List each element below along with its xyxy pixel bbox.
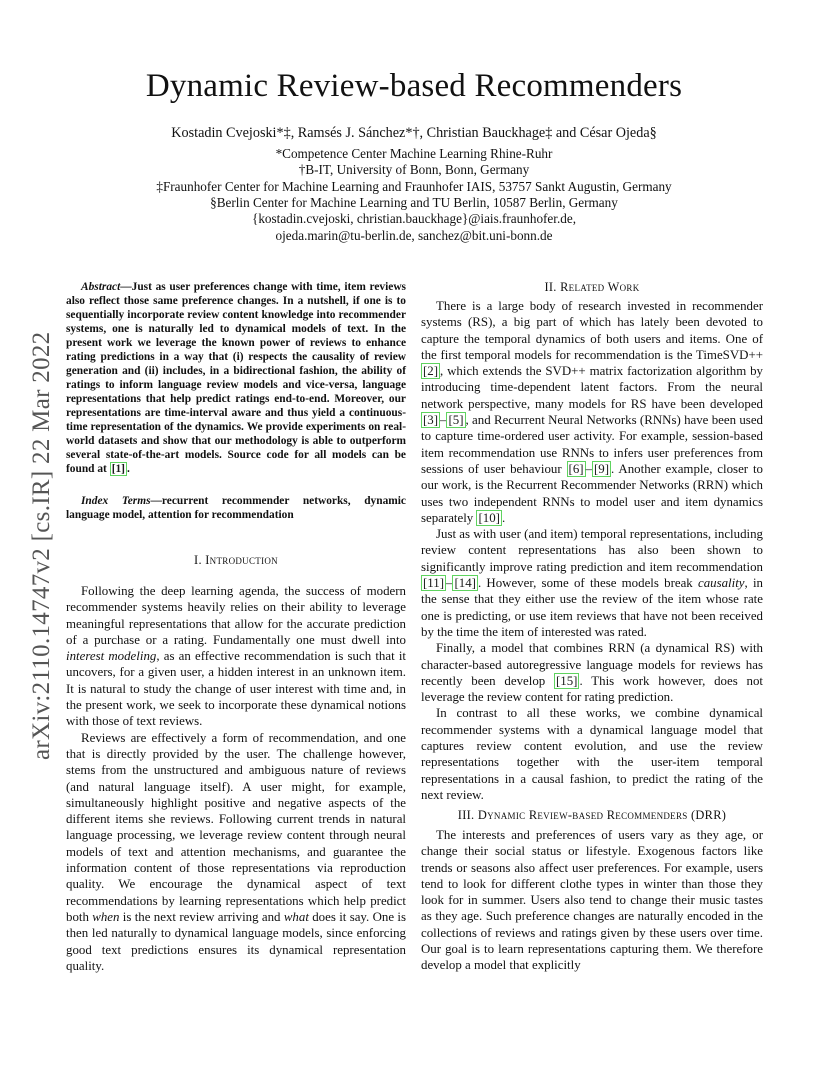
- citation-link[interactable]: [6]: [568, 461, 584, 476]
- drr-body: [421, 827, 763, 974]
- affiliation-4: §Berlin Center for Machine Learning and TU Berlin, 10587 Berlin, Germany: [210, 195, 618, 210]
- section-heading-related-work: II. Related Work: [544, 280, 640, 294]
- affiliation-1: *Competence Center Machine Learning Rhine-Ruhr: [275, 146, 553, 161]
- affiliation-2: †B-IT, University of Bonn, Bonn, Germany: [298, 162, 530, 177]
- index-terms-text: —recurrent recommender networks, dynamic language model, attention for recommendation: [66, 495, 406, 521]
- paragraph: Just as with user (and item) temporal representations, including review content representations has also been shown to significantly improve rating prediction and item recommendation [11] – [14] . However, some of these models break causality, in the sense that they either use the review of the item whose rate one is predicting, or use item reviews that have not been received by the time the item of interested was rated.: [421, 527, 763, 639]
- paragraph: In contrast to all these works, we combine dynamical recommender systems with a dynamical language model that captures review content evolution, and use the review representations together with the user-item temporal representations in a causal fashion, to predict the rating of the next review.: [421, 706, 763, 802]
- index-terms: [66, 494, 406, 522]
- paper-title: Dynamic Review-based Recommenders: [145, 68, 683, 104]
- related-work-body: [421, 298, 763, 803]
- citation-link[interactable]: [14]: [454, 576, 476, 591]
- citation-link[interactable]: [3]: [423, 413, 439, 428]
- index-terms-label: Index Terms: [81, 495, 151, 507]
- citation-link[interactable]: [2]: [423, 364, 439, 379]
- affiliation-3: ‡Fraunhofer Center for Machine Learning and Fraunhofer IAIS, 53757 Sankt Augustin, Germany: [156, 179, 672, 194]
- paragraph: Following the deep learning agenda, the success of modern recommender systems heavily relies on their ability to leverage meaningful representations that allow for the accurate prediction of a purchase or a rating. Fundamentally one must dwell into interest modeling, as an effective recommendation is such that it uncovers, for a given user, a hidden interest in an unknown item. It is natural to study the change of user interest with time and, in the present work, we seek to incorporate these dynamical notions with those of text reviews.: [66, 584, 406, 729]
- citation-link[interactable]: [5]: [448, 413, 464, 428]
- author-list: Kostadin Cvejoski*‡, Ramsés J. Sánchez*†, Christian Bauckhage‡ and César Ojeda§: [171, 125, 657, 141]
- paragraph: The interests and preferences of users vary as they age, or change their social status or lifestyle. Exogenous factors like trends or seasons also affect user preferences. For example, users tend to look for different clothe types in winter than those they look for in summer. Users also tend to change their music tastes as they age. Such preference changes are naturally encoded in the collections of reviews and ratings given by these users over time. Our goal is to learn representations capturing them. We therefore develop a model that explicitly: [421, 828, 763, 973]
- citation-link[interactable]: [11]: [423, 576, 444, 591]
- arxiv-stamp: arXiv:2110.14747v2 [cs.IR] 22 Mar 2022: [28, 331, 55, 760]
- citation-link[interactable]: [9]: [594, 461, 610, 476]
- paragraph: There is a large body of research invested in recommender systems (RS), a big part of which has lately been devoted to capture the temporal dynamics of both users and items. One of the first temporal models for recommendation is the TimeSVD++ [2] , which extends the SVD++ matrix factorization algorithm by introducing time-dependent latent factors. From the neural network perspective, many models for RS have been developed [3] – [5] , and Recurrent Neural Networks (RNNs) have been used to capture time-ordered user activity. For example, session-based item recommendation use RNNs to infers user preferences from sessions of user behaviour [6] – [9] . Another example, closer to our work, is the Recurrent Recommender Networks (RRN) which uses two independent RNNs to model user and item dynamics separately [10] .: [421, 299, 763, 525]
- abstract-text: —Just as user preferences change with time, item reviews also reflect those same preference changes. In a nutshell, if one is to sequentially incorporate review content knowledge into recommender systems, one is naturally led to dynamical models of text. In the present work we leverage the known power of reviews to enhance rating predictions in a way that (i) respects the causality of review generation and (ii) includes, in a bidirectional fashion, the ability of ratings to inform language review models and vice-versa, language representations that help predict ratings end-to-end. Moreover, our representations are time-interval aware and thus yield a continuous-time representation of the dynamics. We provide experiments on real-world datasets and show that our methodology is able to outperform several state-of-the-art models. Source code for all models can be found at: [66, 281, 406, 475]
- citation-link[interactable]: [15]: [556, 673, 578, 688]
- citation-link[interactable]: [10]: [478, 510, 500, 525]
- contact-emails-1: {kostadin.cvejoski, christian.bauckhage}@iais.fraunhofer.de,: [252, 211, 576, 226]
- citation-link[interactable]: [1]: [111, 463, 125, 475]
- section-heading-drr: III. Dynamic Review-based Recommenders (DRR): [457, 808, 727, 822]
- paragraph: Finally, a model that combines RRN (a dynamical RS) with character-based autoregressive language models for reviews has recently been develop [15] . This work however, does not leverage the review content for rating prediction.: [421, 641, 763, 705]
- paragraph: Reviews are effectively a form of recommendation, and one that is directly provided by the user. The challenge however, stems from the unstructured and ambiguous nature of reviews (and natural language itself). A user might, for example, simultaneously highlight positive and negative aspects of the different items she reviews. Following current trends in natural language processing, we leverage review content through neural models of text and attention mechanisms, and guarantee the information content of those representations via reproduction quality. We encourage the dynamical aspect of text recommendations by learning representations which help predict both when is the next review arriving and what does it say. One is then led naturally to dynamical language models, since enforcing good text predictions ensures its dynamical representation quality.: [66, 730, 406, 973]
- abstract-label: Abstract: [81, 281, 121, 293]
- contact-emails-2: ojeda.marin@tu-berlin.de, sanchez@bit.uni-bonn.de: [275, 228, 553, 243]
- abstract: Abstract—Just as user preferences change with time, item reviews also reflect those same preference changes. In a nutshell, if one is to sequentially incorporate review content knowledge into recommender systems, one is naturally led to dynamical models of text. In the present work we leverage the known power of reviews to enhance rating predictions in a way that (i) respects the causality of review generation and (ii) includes, in a bidirectional fashion, the ability of ratings to inform language review models and vice-versa, language representations that help predict ratings end-to-end. Moreover, our representations are time-interval aware and thus yield a continuous-time representation of the dynamics. We provide experiments on real-world datasets and show that our methodology is able to outperform several state-of-the-art models. Source code for all models can be found at [1] .: [66, 281, 406, 475]
- introduction-body: [66, 583, 406, 974]
- section-heading-introduction: I. Introduction: [194, 553, 278, 567]
